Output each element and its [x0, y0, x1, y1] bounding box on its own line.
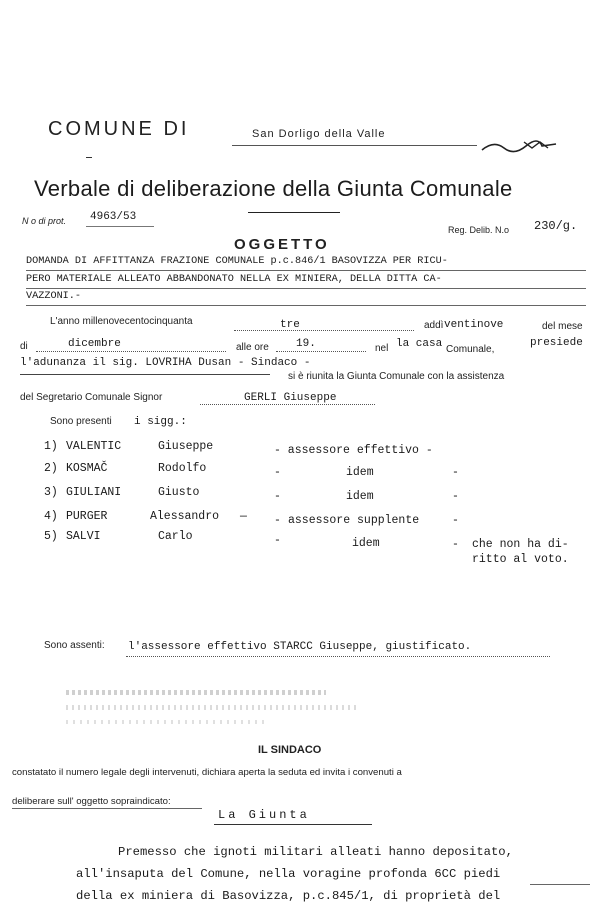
- giunta-body-line-2: all'insaputa del Comune, nella voragine profonda 6CC piedi: [76, 867, 501, 881]
- giunta-underline: [214, 824, 372, 825]
- sindaco-heading: IL SINDACO: [258, 744, 322, 756]
- ore-dots: [276, 351, 366, 352]
- oggetto-line-3: VAZZONI.-: [26, 291, 82, 302]
- faded-text-line: [66, 705, 356, 710]
- addi-label: addì: [424, 320, 444, 331]
- presiede-value: presiede: [530, 337, 583, 349]
- sindaco-line-2: deliberare sull' oggetto sopraindicato:: [12, 796, 171, 807]
- member-dash: -: [274, 466, 281, 479]
- riunita-text: si è riunita la Giunta Comunale con la assistenza: [288, 371, 505, 382]
- member-dash: -: [452, 466, 459, 479]
- giunta-body-line-3: della ex miniera di Basovizza, p.c.845/1, di proprietà del: [76, 889, 501, 903]
- mese-label: del mese: [542, 321, 583, 332]
- ore-value: 19.: [296, 338, 316, 350]
- protocol-label: N o di prot.: [22, 216, 67, 226]
- anno-label: L'anno millenovecentocinquanta: [50, 316, 193, 327]
- protocol-rule: [86, 226, 154, 227]
- segretario-label: del Segretario Comunale Signor: [20, 392, 163, 403]
- addi-value: ventinove: [444, 319, 504, 331]
- comune-name: San Dorligo della Valle: [252, 128, 386, 140]
- oggetto-line-1: DOMANDA DI AFFITTANZA FRAZIONE COMUNALE p.c.846/1 BASOVIZZA PER RICU-: [26, 256, 448, 267]
- flourish-mark: [480, 136, 560, 158]
- oggetto-line-2: PERO MATERIALE ALLEATO ABBANDONATO NELLA EX MINIERA, DELLA DITTA CA-: [26, 274, 442, 285]
- month-value: dicembre: [68, 338, 121, 350]
- member-num: 2): [44, 462, 58, 475]
- header-dash: [86, 157, 92, 158]
- member-role: idem: [346, 466, 374, 479]
- member-role: assessore supplente: [288, 514, 420, 527]
- assenti-label: Sono assenti:: [44, 640, 105, 651]
- member-num: 3): [44, 486, 58, 499]
- member-dash: -: [274, 514, 281, 527]
- presenti-label: Sono presenti: [50, 416, 112, 427]
- protocol-value: 4963/53: [90, 211, 137, 223]
- month-dots: [36, 351, 226, 352]
- reg-delib-value: 230/g.: [534, 219, 578, 233]
- reg-delib-label: Reg. Delib. N.o: [448, 225, 510, 235]
- member-note: che non ha di-: [472, 538, 569, 551]
- presenti-value: i sigg.:: [134, 416, 187, 428]
- member-surname: VALENTIC: [66, 440, 122, 453]
- member-name: Giuseppe: [158, 440, 214, 453]
- member-role: idem: [352, 537, 380, 550]
- member-dash: -: [274, 490, 281, 503]
- member-role: - assessore effettivo -: [274, 444, 433, 457]
- comune-name-rule: [232, 145, 477, 146]
- adunanza-strike: [20, 374, 270, 375]
- faded-text-line: [66, 690, 326, 695]
- anno-value: tre: [280, 319, 300, 331]
- member-dash: -: [452, 538, 459, 551]
- member-note-line2: ritto al voto.: [472, 553, 569, 566]
- di-label: di: [20, 341, 28, 352]
- member-num: 1): [44, 440, 58, 453]
- giunta-body-rule: [530, 884, 590, 885]
- member-surname: GIULIANI: [66, 486, 122, 499]
- nel-label: nel: [375, 343, 389, 354]
- member-surname: PURGER: [66, 510, 108, 523]
- member-num: 4): [44, 510, 58, 523]
- segretario-value: GERLI Giuseppe: [244, 392, 337, 404]
- giunta-body-line-1: Premesso che ignoti militari alleati hanno depositato,: [118, 845, 513, 859]
- faded-text-line: [66, 720, 266, 724]
- sindaco-rule: [12, 808, 202, 809]
- oggetto-rule-3: [26, 305, 586, 306]
- oggetto-heading: OGGETTO: [234, 236, 330, 253]
- member-name: Rodolfo: [158, 462, 207, 475]
- member-surname: SALVI: [66, 530, 101, 543]
- member-role: idem: [346, 490, 374, 503]
- member-surname: KOSMAČ: [66, 462, 108, 475]
- segretario-dots: [200, 404, 375, 405]
- comune-label: COMUNE DI: [48, 118, 190, 140]
- member-dash: -: [274, 534, 281, 547]
- member-name: Alessandro: [150, 510, 220, 523]
- sindaco-line-1: constatato il numero legale degli intervenuti, dichiara aperta la seduta ed invita i convenuti a: [12, 767, 402, 778]
- assenti-dots: [126, 656, 550, 657]
- member-name: Carlo: [158, 530, 193, 543]
- oggetto-rule-2: [26, 288, 586, 289]
- member-dash: —: [240, 510, 247, 523]
- title-underline: [248, 212, 340, 213]
- assenti-value: l'assessore effettivo STARCC Giuseppe, giustificato.: [128, 641, 472, 653]
- member-dash: -: [452, 514, 459, 527]
- comunale-label: Comunale,: [446, 344, 495, 355]
- place-value: la casa: [396, 338, 443, 350]
- member-name: Giusto: [158, 486, 200, 499]
- member-num: 5): [44, 530, 58, 543]
- anno-dots: [234, 330, 414, 331]
- member-dash: -: [452, 490, 459, 503]
- ore-label: alle ore: [236, 342, 269, 353]
- page-title: Verbale di deliberazione della Giunta Comunale: [34, 176, 513, 201]
- adunanza-value: l'adunanza il sig. LOVRIHA Dusan - Sindaco -: [20, 357, 311, 369]
- oggetto-rule-1: [26, 270, 586, 271]
- giunta-heading: La Giunta: [218, 808, 310, 822]
